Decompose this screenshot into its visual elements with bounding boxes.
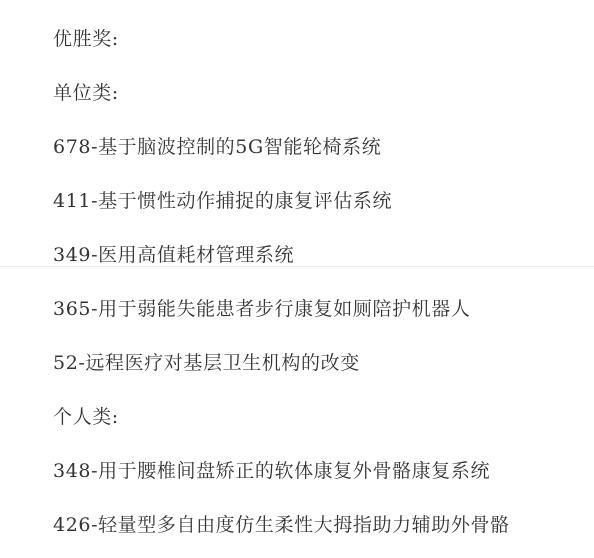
divider <box>0 266 594 267</box>
list-item: 52-远程医疗对基层卫生机构的改变 <box>53 352 360 374</box>
list-item: 365-用于弱能失能患者步行康复如厕陪护机器人 <box>53 298 471 320</box>
list-item: 678-基于脑波控制的5G智能轮椅系统 <box>53 136 382 158</box>
award-category-heading: 优胜奖: <box>53 28 119 50</box>
list-item: 348-用于腰椎间盘矫正的软体康复外骨骼康复系统 <box>53 460 491 482</box>
unit-category-heading: 单位类: <box>53 82 119 104</box>
individual-category-heading: 个人类: <box>53 406 119 428</box>
list-item: 411-基于惯性动作捕捉的康复评估系统 <box>53 190 393 212</box>
list-item: 349-医用高值耗材管理系统 <box>53 244 295 266</box>
list-item: 426-轻量型多自由度仿生柔性大拇指助力辅助外骨骼 <box>53 514 510 536</box>
